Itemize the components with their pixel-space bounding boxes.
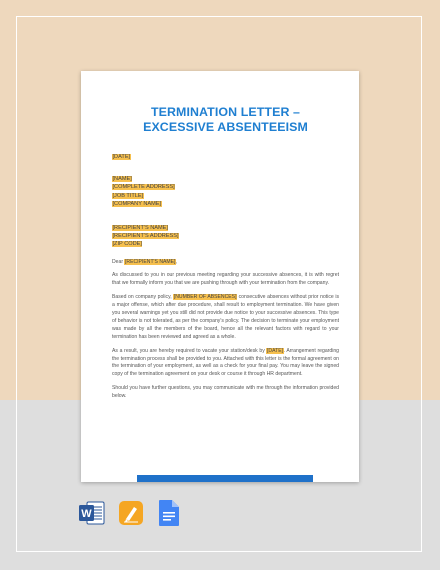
date-block bbox=[112, 153, 339, 161]
greeting bbox=[112, 259, 339, 267]
sender-job-title: [JOB TITLE] bbox=[112, 192, 144, 199]
recipient-block bbox=[112, 224, 339, 249]
paragraph-4: Should you have further questions, you may communicate with me through the information provided below. bbox=[112, 385, 339, 400]
paragraph-3-rest: . Arrangement regarding the termination process shall be provided to you. Attached with this letter is the formal agreement on the termination of your employment, as well as a check for your final pay. You may leave the signed copy of the termination agreement on your desk or course it through HR department. bbox=[112, 347, 339, 378]
paragraph-2 bbox=[112, 294, 339, 341]
paragraph-2-start: Based on company policy, bbox=[112, 294, 174, 301]
page-bottom-bar bbox=[137, 475, 313, 482]
svg-text:W: W bbox=[81, 508, 92, 520]
date-placeholder: [DATE] bbox=[112, 154, 131, 160]
google-docs-icon[interactable] bbox=[158, 499, 180, 527]
sender-name: [NAME] bbox=[112, 176, 132, 183]
sender-company: [COMPANY NAME] bbox=[112, 200, 162, 207]
greeting-recipient-name: [RECIPIENT'S NAME] bbox=[124, 258, 176, 265]
sender-block bbox=[112, 175, 339, 208]
recipient-address: [RECIPIENT'S ADDRESS] bbox=[112, 233, 179, 240]
greeting-prefix: Dear bbox=[112, 258, 125, 265]
sender-address: [COMPLETE ADDRESS] bbox=[112, 184, 175, 191]
pages-icon[interactable] bbox=[118, 500, 144, 526]
title-line-1: TERMINATION LETTER – bbox=[150, 105, 301, 119]
number-of-absences-placeholder: [NUMBER OF ABSENCES] bbox=[173, 294, 237, 301]
paragraph-1: As discussed to you in our previous meeting regarding your successive absences, it is with regret that we formally inform you that we are pushing through with your termination from the company. bbox=[112, 272, 339, 287]
greeting-suffix: , bbox=[175, 258, 178, 265]
recipient-zip: [ZIP CODE] bbox=[112, 241, 142, 248]
document-page bbox=[81, 71, 359, 482]
paragraph-3 bbox=[112, 348, 339, 380]
title-line-2: EXCESSIVE ABSENTEEISM bbox=[143, 120, 308, 134]
word-icon[interactable] bbox=[78, 500, 106, 526]
vacate-date-placeholder: [DATE] bbox=[266, 347, 284, 354]
paragraph-2-rest: consecutive absences without prior notice is a major offense, which after due procedure, shall result to employment termination. We have given you several warnings yet you still did not provide due notice to your successive absences. This type of behavior is not tolerated, as per the company's policy. The decision to terminate your employment was made by all the members of the board, hence all the relevant factors with regard to your termination has been reviewed and agreed as a whole. bbox=[112, 294, 340, 340]
recipient-name: [RECIPIENT'S NAME] bbox=[112, 224, 168, 231]
document-title bbox=[112, 105, 339, 135]
paragraph-3-start: As a result, you are hereby required to vacate your station/desk by bbox=[112, 347, 267, 354]
